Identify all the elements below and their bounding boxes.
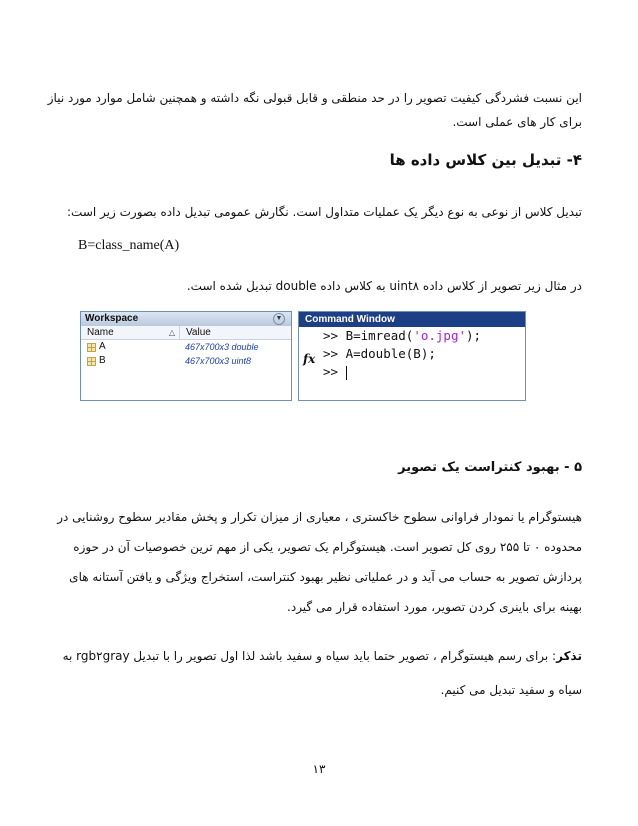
command-prompt[interactable] xyxy=(323,363,525,381)
command-text: >> B=imread( xyxy=(323,328,414,343)
variable-name-cell xyxy=(81,340,179,354)
paragraph-line: محدوده ۰ تا ۲۵۵ روی کل تصویر است. هیستوگرام یک تصویر، یکی از مهم ترین خصوصیات آن در حوزه xyxy=(73,540,582,554)
prompt-text: >> xyxy=(323,364,346,379)
column-header-value[interactable]: Value xyxy=(186,327,211,338)
note-label: تذکر xyxy=(556,649,582,663)
paragraph-line: این نسبت فشردگی کیفیت تصویر را در حد منطقی و قابل قبولی نگه داشته و همچنین شامل موارد مورد نیاز xyxy=(47,91,582,105)
command-text: ); xyxy=(466,328,482,343)
variable-grid-icon xyxy=(87,357,96,366)
workspace-panel xyxy=(80,311,292,401)
string-literal: 'o.jpg' xyxy=(413,328,466,343)
fx-icon[interactable]: fx xyxy=(303,352,316,366)
workspace-row[interactable] xyxy=(81,340,291,354)
command-line xyxy=(323,327,525,345)
variable-value: 467x700x3 double xyxy=(185,342,259,352)
note-text: : برای رسم هیستوگرام ، تصویر حتما باید سیاه و سفید باشد لذا اول تصویر را با تبدیل rgb۲gray به xyxy=(62,649,557,663)
paragraph-line: برای کار های عملی است. xyxy=(452,115,582,129)
command-window-title: Command Window xyxy=(299,312,525,327)
workspace-header xyxy=(81,326,291,340)
variable-grid-icon xyxy=(87,343,96,352)
chevron-down-icon[interactable]: ▼ xyxy=(273,313,285,325)
command-window xyxy=(298,311,526,401)
text-cursor xyxy=(346,366,347,380)
column-header-name-label: Name xyxy=(87,327,114,338)
paragraph-line: پردازش تصویر به حساب می آید و در عملیاتی نظیر بهبود کنتراست، استخراج ویژگی و یافتن آستانه های xyxy=(69,570,582,584)
paragraph-line: بهینه برای باینری کردن تصویر، مورد استفاده قرار می گیرد. xyxy=(287,600,582,614)
command-window-body[interactable] xyxy=(299,327,525,381)
command-line: >> A=double(B); xyxy=(323,346,436,361)
page-number: ۱۳ xyxy=(312,762,326,776)
workspace-title: Workspace xyxy=(85,313,139,324)
workspace-title-bar xyxy=(81,312,291,326)
syntax-code: B=class_name(A) xyxy=(78,238,180,253)
section-4-example: در مثال زیر تصویر از کلاس داده uint۸ به کلاس داده double تبدیل شده است. xyxy=(186,279,582,293)
column-header-name[interactable] xyxy=(81,326,180,339)
workspace-row[interactable] xyxy=(81,354,291,368)
note-line: سیاه و سفید تبدیل می کنیم. xyxy=(440,683,582,697)
section-4-heading: ۴- تبدیل بین کلاس داده ها xyxy=(389,151,582,169)
variable-value: 467x700x3 uint8 xyxy=(185,356,252,366)
variable-name: A xyxy=(99,341,106,352)
section-5-heading: ۵ - بهبود کنتراست یک تصویر xyxy=(398,460,582,475)
sort-indicator-icon: △ xyxy=(168,328,175,337)
section-4-intro: تبدیل کلاس از نوعی به نوع دیگر یک عملیات متداول است. نگارش عمومی تبدیل داده بصورت زیر است: xyxy=(67,205,582,219)
note-line xyxy=(60,646,582,666)
paragraph-line: هیستوگرام یا نمودار فراوانی سطوح خاکستری ، معیاری از میزان تکرار و پخش مقادیر سطوح روشنایی در xyxy=(57,510,582,524)
variable-name: B xyxy=(99,355,106,366)
variable-name-cell xyxy=(81,354,179,368)
